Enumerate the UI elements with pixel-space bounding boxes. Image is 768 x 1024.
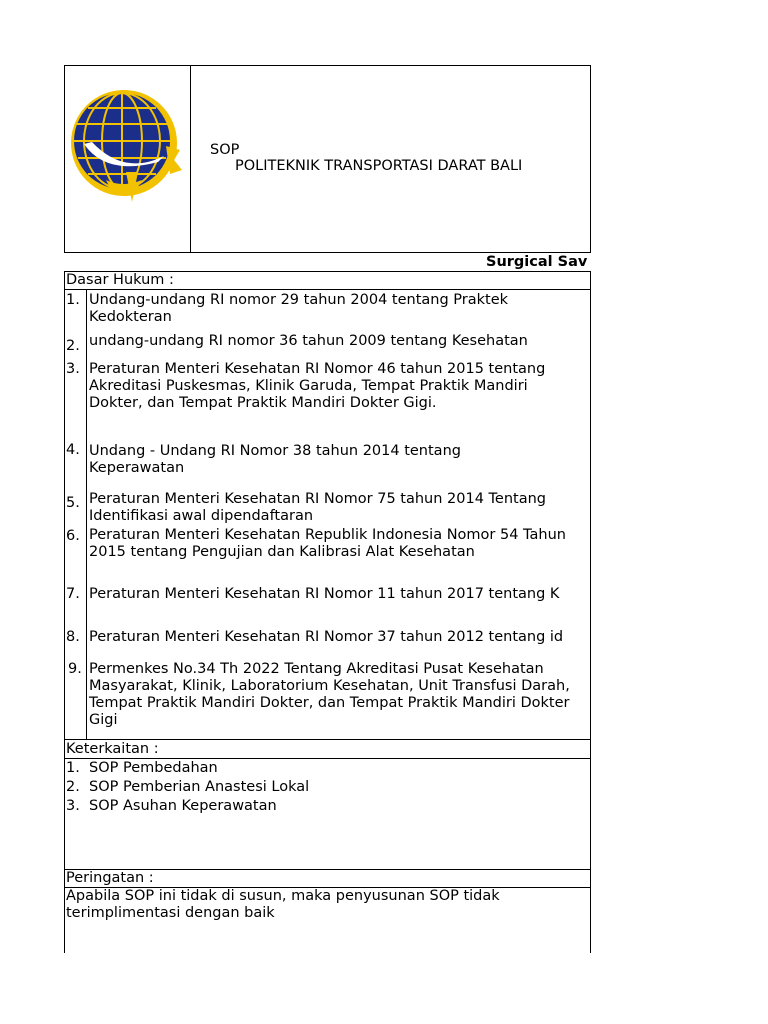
list-item-text: Peraturan Menteri Kesehatan RI Nomor 46 tahun 2015 tentang Akreditasi Puskesmas, Klinik Garuda, Tempat Praktik Mandiri Dokter, dan Tempat Praktik Mandiri Dokter Gigi.: [89, 361, 546, 411]
peringatan-text: Apabila SOP ini tidak di susun, maka penyusunan SOP tidak terimplimentasi dengan baik: [66, 888, 500, 921]
list-item-number: 1.: [66, 292, 80, 308]
table-border-left: [64, 271, 65, 953]
list-item-text: Permenkes No.34 Th 2022 Tentang Akreditasi Pusat Kesehatan Masyarakat, Klinik, Laboratorium Kesehatan, Unit Transfusi Darah, Tempat Praktik Mandiri Dokter, dan Tempat Praktik Mandiri Dokter Gigi: [89, 661, 570, 728]
list-item-text: Peraturan Menteri Kesehatan Republik Indonesia Nomor 54 Tahun 2015 tentang Pengujian dan Kalibrasi Alat Kesehatan: [89, 527, 566, 560]
list-item-number: 1.: [66, 760, 80, 776]
dasar-hukum-heading: Dasar Hukum :: [66, 272, 174, 288]
keterkaitan-header-border: [64, 758, 590, 759]
keterkaitan-heading: Keterkaitan :: [66, 741, 159, 757]
list-item-text: SOP Asuhan Keperawatan: [89, 798, 277, 814]
list-item-number: 2.: [66, 338, 80, 354]
list-item-text: SOP Pemberian Anastesi Lokal: [89, 779, 310, 795]
header-border-right: [590, 65, 591, 253]
list-item-number: 8.: [66, 629, 80, 645]
list-item-text: Peraturan Menteri Kesehatan RI Nomor 37 tahun 2012 tentang id: [89, 629, 564, 645]
list-item-number: 7.: [66, 586, 80, 602]
keterkaitan-top-border: [64, 739, 590, 740]
list-item-text: Peraturan Menteri Kesehatan RI Nomor 11 tahun 2017 tentang K: [89, 586, 560, 602]
peringatan-heading: Peringatan :: [66, 870, 154, 886]
sop-label: SOP: [210, 142, 240, 158]
list-item-number: 2.: [66, 779, 80, 795]
number-column-divider: [86, 289, 87, 739]
list-item-text: Undang - Undang RI Nomor 38 tahun 2014 tentang Keperawatan: [89, 443, 461, 476]
list-item-number: 3.: [66, 798, 80, 814]
document-title: Surgical Sav: [486, 254, 588, 270]
list-item-number: 6.: [66, 528, 80, 544]
list-item-text: SOP Pembedahan: [89, 760, 218, 776]
list-item-text: undang-undang RI nomor 36 tahun 2009 tentang Kesehatan: [89, 333, 528, 349]
dasar-hukum-header-border: [64, 289, 590, 290]
list-item-text: Peraturan Menteri Kesehatan RI Nomor 75 tahun 2014 Tentang Identifikasi awal dipendaftaran: [89, 491, 547, 524]
institution-name: POLITEKNIK TRANSPORTASI DARAT BALI: [235, 158, 523, 174]
table-border-right: [590, 271, 591, 953]
list-item-number: 4.: [66, 442, 80, 458]
list-item-number: 9.: [68, 661, 82, 677]
list-item-number: 3.: [66, 361, 80, 377]
list-item-number: 5.: [66, 495, 80, 511]
list-item-text: Undang-undang RI nomor 29 tahun 2004 tentang Praktek Kedokteran: [89, 292, 509, 325]
